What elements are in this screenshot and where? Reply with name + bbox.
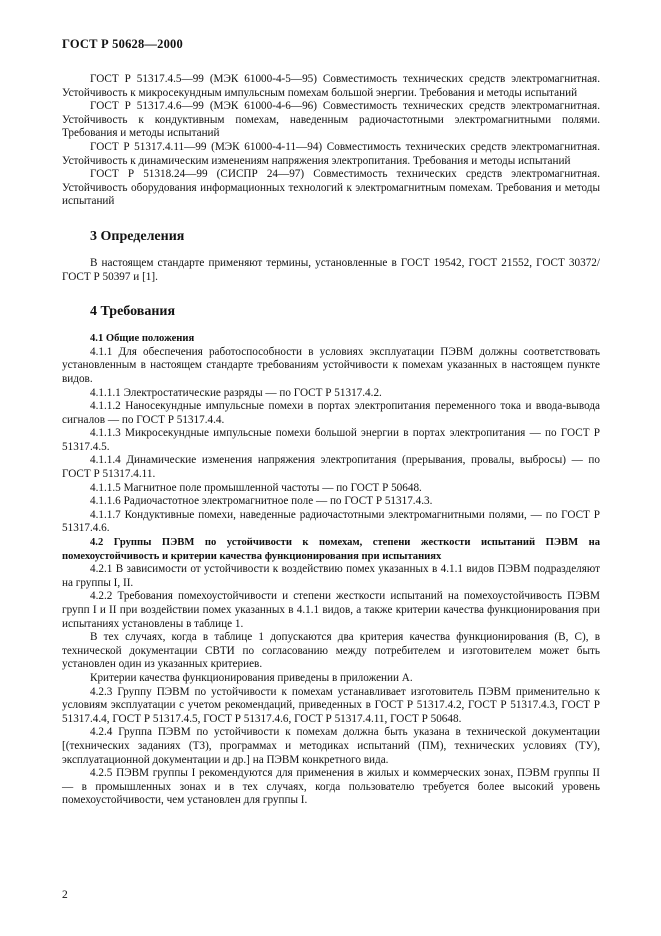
clause-4-2-3: 4.2.3 Группу ПЭВМ по устойчивости к помехам устанавливает изготовитель ПЭВМ применительно к условиям эксплуатации с учетом рекомендаций, приведенных в ГОСТ Р 51317.4.2, ГОСТ Р 51317.4.3, ГОСТ Р 51317.4.4, ГОСТ Р 51317.4.5, ГОСТ Р 51317.4.6, ГОСТ Р 51317.4.11, ГОСТ Р 50648. bbox=[62, 685, 600, 725]
clause-4-2-1: 4.2.1 В зависимости от устойчивости к воздействию помех указанных в 4.1.1 видов ПЭВМ подразделяют на группы I, II. bbox=[62, 563, 600, 589]
section-3-text: В настоящем стандарте применяют термины, установленные в ГОСТ 19542, ГОСТ 21552, ГОСТ 30372/ГОСТ Р 50397 и [1]. bbox=[62, 256, 600, 283]
clause-4-1-1-4: 4.1.1.4 Динамические изменения напряжения электропитания (прерывания, провалы, выбросы) — по ГОСТ Р 51317.4.11. bbox=[62, 454, 600, 481]
clause-4-2-2-criteria: Критерии качества функционирования приведены в приложении А. bbox=[90, 671, 413, 684]
subsection-4-1-heading: 4.1 Общие положения bbox=[90, 333, 195, 345]
section-4-heading: 4 Требования bbox=[90, 304, 176, 320]
page-number: 2 bbox=[62, 889, 68, 901]
clause-4-1-1-1: 4.1.1.1 Электростатические разряды — по ГОСТ Р 51317.4.2. bbox=[90, 386, 382, 399]
document-body bbox=[62, 73, 600, 808]
clause-4-2-4: 4.2.4 Группа ПЭВМ по устойчивости к помехам должна быть указана в технической документации [(технических заданиях (ТЗ), программах и методиках испытаний (ПМ), технических условиях (ТУ), эксплуатационной документации и др.] на ПЭВМ конкретного вида. bbox=[62, 726, 600, 766]
subsection-4-2-heading: 4.2 Группы ПЭВМ по устойчивости к помехам, степени жесткости испытаний ПЭВМ на помехоустойчивость и критерии качества функционирования при испытаниях bbox=[62, 537, 600, 562]
clause-4-1-1-3: 4.1.1.3 Микросекундные импульсные помехи большой энергии в портах электропитания — по ГОСТ Р 51317.4.5. bbox=[62, 427, 600, 453]
reference-item: ГОСТ Р 51317.4.11—99 (МЭК 61000-4-11—94) Совместимость технических средств электромагнитная. Устойчивость к динамическим изменениям напряжения электропитания. Требования и методы испытаний bbox=[62, 140, 600, 167]
page-header-doc-id: ГОСТ Р 50628—2000 bbox=[62, 37, 183, 51]
clause-4-2-2-note: В тех случаях, когда в таблице 1 допускаются два критерия качества функционирования (В, С), в технической документации СВТИ по согласованию между потребителем и изготовителем может быть установлен один из указанных критериев. bbox=[62, 631, 600, 671]
clause-4-1-1-2: 4.1.1.2 Наносекундные импульсные помехи в портах электропитания переменного тока и ввода-вывода сигналов — по ГОСТ Р 51317.4.4. bbox=[62, 400, 600, 426]
reference-item: ГОСТ Р 51318.24—99 (СИСПР 24—97) Совместимость технических средств электромагнитная. Устойчивость оборудования информационных технологий к электромагнитным помехам. Требования и методы испытаний bbox=[62, 168, 600, 208]
section-3-heading: 3 Определения bbox=[90, 228, 185, 244]
reference-item: ГОСТ Р 51317.4.5—99 (МЭК 61000-4-5—95) Совместимость технических средств электромагнитная. Устойчивость к микросекундным импульсным помехам большой энергии. Требования и методы испытаний bbox=[62, 73, 600, 99]
clause-4-2-5: 4.2.5 ПЭВМ группы I рекомендуются для применения в жилых и коммерческих зонах, ПЭВМ группы II — в промышленных зонах и в тех случаях, когда пользователю требуется более высокий уровень помехоустойчивости, чем установлен для группы I. bbox=[62, 767, 600, 807]
clause-4-1-1-6: 4.1.1.6 Радиочастотное электромагнитное поле — по ГОСТ Р 51317.4.3. bbox=[90, 495, 433, 508]
clause-4-1-1-5: 4.1.1.5 Магнитное поле промышленной частоты — по ГОСТ Р 50648. bbox=[90, 481, 422, 494]
clause-4-1-1-7: 4.1.1.7 Кондуктивные помехи, наведенные радиочастотными электромагнитными полями, — по ГОСТ Р 51317.4.6. bbox=[62, 508, 600, 535]
clause-4-1-1: 4.1.1 Для обеспечения работоспособности в условиях эксплуатации ПЭВМ должны соответствовать установленным в настоящем стандарте требованиям устойчивости к помехам указанных в настоящем пункте видов. bbox=[62, 345, 600, 385]
clause-4-2-2: 4.2.2 Требования помехоустойчивости и степени жесткости испытаний на помехоустойчивость ПЭВМ групп I и II при воздействии помех указанных в 4.1.1 видов, а также критерии качества функционирования при испытаниях установлены в таблице 1. bbox=[62, 590, 600, 630]
reference-item: ГОСТ Р 51317.4.6—99 (МЭК 61000-4-6—96) Совместимость технических средств электромагнитная. Устойчивость к кондуктивным помехам, наведенным радиочастотными электромагнитными полями. Требования и методы испытаний bbox=[62, 100, 600, 140]
